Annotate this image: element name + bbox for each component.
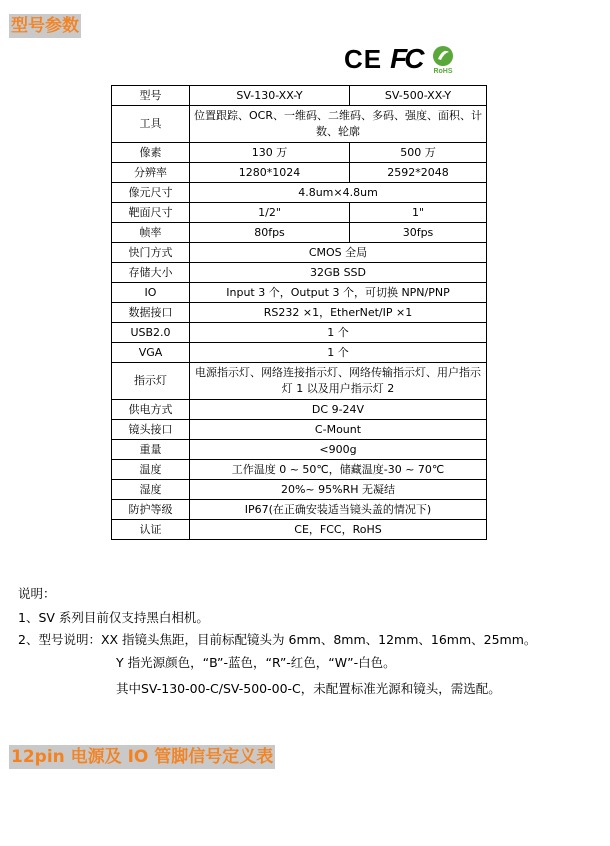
rohs-logo-icon — [429, 44, 457, 74]
table-row — [112, 143, 487, 163]
section-heading-pin-table: 12pin 电源及 IO 管脚信号定义表 — [11, 747, 274, 767]
row-value: <900g — [190, 440, 487, 460]
row-label: 像元尺寸 — [112, 183, 190, 203]
row-label: 重量 — [112, 440, 190, 460]
table-row — [112, 343, 487, 363]
row-value: 30fps — [350, 223, 487, 243]
model-name: SV-500-XX-Y — [350, 86, 487, 106]
row-value: 电源指示灯、网络连接指示灯、网络传输指示灯、用户指示灯 1 以及用户指示灯 2 — [190, 363, 487, 400]
svg-text:RoHS: RoHS — [433, 68, 453, 74]
row-value: IP67(在正确安装适当镜头盖的情况下) — [190, 500, 487, 520]
row-value: C-Mount — [190, 420, 487, 440]
row-label: 靶面尺寸 — [112, 203, 190, 223]
table-row — [112, 500, 487, 520]
row-value: 500 万 — [350, 143, 487, 163]
table-row — [112, 520, 487, 540]
row-label: 像素 — [112, 143, 190, 163]
row-label: 数据接口 — [112, 303, 190, 323]
table-row — [112, 400, 487, 420]
row-value: 4.8um×4.8um — [190, 183, 487, 203]
row-value: CMOS 全局 — [190, 243, 487, 263]
row-label: IO — [112, 283, 190, 303]
row-value: 80fps — [190, 223, 350, 243]
table-row — [112, 460, 487, 480]
table-row — [112, 86, 487, 106]
table-row — [112, 263, 487, 283]
row-label: 型号 — [112, 86, 190, 106]
table-row — [112, 363, 487, 400]
row-value: 130 万 — [190, 143, 350, 163]
note-item: 2、型号说明：XX 指镜头焦距，目前标配镜头为 6mm、8mm、12mm、16mm、25mm。 — [18, 632, 537, 647]
model-name: SV-130-XX-Y — [190, 86, 350, 106]
table-row — [112, 223, 487, 243]
table-row — [112, 106, 487, 143]
ce-logo: CE — [344, 44, 383, 74]
table-row — [112, 243, 487, 263]
table-row — [112, 163, 487, 183]
row-value: RS232 ×1，EtherNet/IP ×1 — [190, 303, 487, 323]
table-row — [112, 283, 487, 303]
row-label: USB2.0 — [112, 323, 190, 343]
spec-table — [111, 85, 487, 540]
row-label: VGA — [112, 343, 190, 363]
row-label: 分辨率 — [112, 163, 190, 183]
row-value: Input 3 个，Output 3 个，可切换 NPN/PNP — [190, 283, 487, 303]
table-row — [112, 203, 487, 223]
row-label: 温度 — [112, 460, 190, 480]
note-item: Y 指光源颜色，“B”-蓝色，“R”-红色，“W”-白色。 — [116, 655, 396, 670]
row-value: DC 9-24V — [190, 400, 487, 420]
row-label: 湿度 — [112, 480, 190, 500]
row-value: 32GB SSD — [190, 263, 487, 283]
table-row — [112, 440, 487, 460]
row-value: 位置跟踪、OCR、一维码、二维码、多码、强度、面积、计数、轮廓 — [190, 106, 487, 143]
note-item: 其中SV-130-00-C/SV-500-00-C，未配置标准光源和镜头，需选配。 — [116, 681, 501, 696]
table-row — [112, 303, 487, 323]
table-row — [112, 323, 487, 343]
row-value: 1 个 — [190, 323, 487, 343]
row-value: 工作温度 0 ~ 50℃，储藏温度-30 ~ 70℃ — [190, 460, 487, 480]
row-label: 供电方式 — [112, 400, 190, 420]
row-label: 认证 — [112, 520, 190, 540]
row-label: 存储大小 — [112, 263, 190, 283]
fcc-logo: FC — [390, 43, 422, 74]
row-label: 镜头接口 — [112, 420, 190, 440]
row-value: 1" — [350, 203, 487, 223]
table-row — [112, 480, 487, 500]
row-label: 指示灯 — [112, 363, 190, 400]
notes-title: 说明： — [18, 586, 56, 601]
table-row — [112, 420, 487, 440]
certification-logos — [344, 43, 457, 75]
row-value: 1/2" — [190, 203, 350, 223]
row-label: 快门方式 — [112, 243, 190, 263]
note-item: 1、SV 系列目前仅支持黑白相机。 — [18, 610, 209, 625]
table-row — [112, 183, 487, 203]
section-heading-model-params: 型号参数 — [11, 16, 79, 36]
row-value: 1 个 — [190, 343, 487, 363]
row-value: 20%~ 95%RH 无凝结 — [190, 480, 487, 500]
row-value: 2592*2048 — [350, 163, 487, 183]
row-label: 防护等级 — [112, 500, 190, 520]
row-value: CE，FCC，RoHS — [190, 520, 487, 540]
row-value: 1280*1024 — [190, 163, 350, 183]
row-label: 工具 — [112, 106, 190, 143]
row-label: 帧率 — [112, 223, 190, 243]
